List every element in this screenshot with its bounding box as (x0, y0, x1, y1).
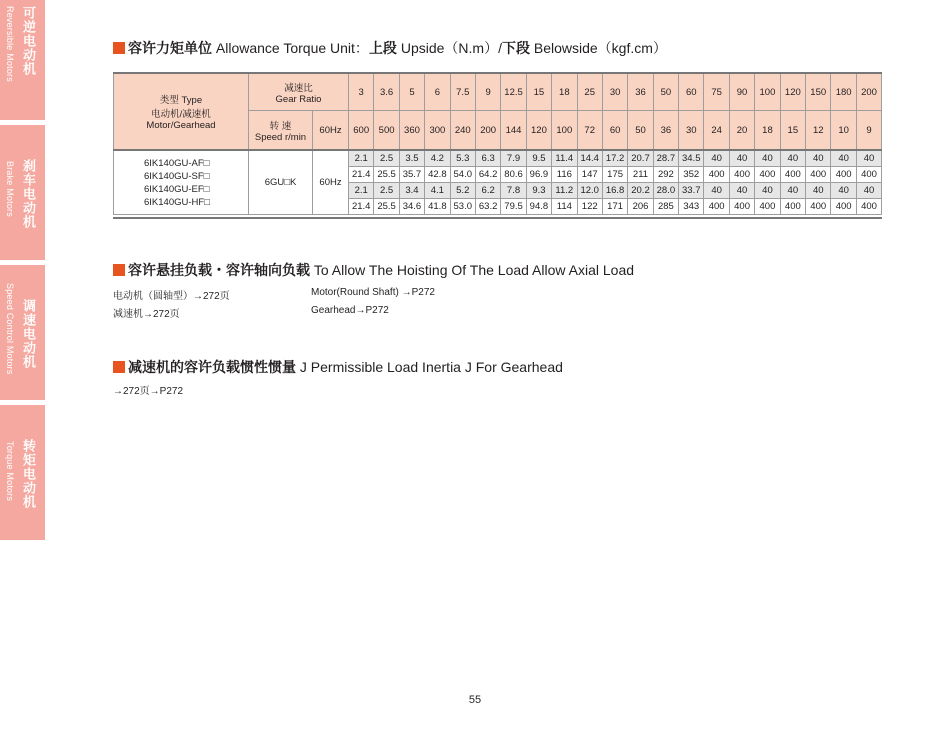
torque-value: 400 (729, 167, 754, 183)
torque-value: 34.5 (679, 150, 704, 167)
gear-ratio-value: 15 (526, 74, 551, 111)
torque-value: 400 (856, 199, 881, 215)
gear-ratio-value: 25 (577, 74, 602, 111)
type-header-cell: 类型 Type 电动机/减速机 Motor/Gearhead (114, 74, 249, 151)
torque-value: 400 (755, 199, 780, 215)
torque-value: 40 (704, 150, 729, 167)
torque-value: 206 (628, 199, 653, 215)
torque-value: 64.2 (475, 167, 500, 183)
torque-value: 17.2 (602, 150, 627, 167)
speed-value: 100 (552, 111, 577, 151)
side-tab-label-zh: 调速电动机 (21, 299, 36, 369)
speed-value: 18 (755, 111, 780, 151)
torque-value: 400 (831, 167, 856, 183)
inertia-reference: →272页→P272 (113, 386, 184, 397)
side-tab-label-en: Brake Motors (5, 161, 15, 217)
side-tab-label-en: Torque Motors (5, 441, 15, 502)
speed-value: 36 (653, 111, 678, 151)
torque-value: 14.4 (577, 150, 602, 167)
section-square-icon (113, 42, 125, 54)
torque-value: 2.1 (349, 150, 374, 167)
gear-ratio-value: 6 (425, 74, 450, 111)
torque-value: 40 (806, 183, 831, 199)
torque-value: 400 (755, 167, 780, 183)
torque-value: 63.2 (475, 199, 500, 215)
torque-value: 94.8 (526, 199, 551, 215)
torque-value: 400 (704, 167, 729, 183)
torque-value: 40 (755, 183, 780, 199)
torque-value: 4.2 (425, 150, 450, 167)
torque-value: 34.6 (399, 199, 424, 215)
gear-ratio-value: 200 (856, 74, 881, 111)
torque-value: 40 (729, 183, 754, 199)
torque-value: 7.8 (501, 183, 526, 199)
torque-value: 40 (729, 150, 754, 167)
torque-value: 2.5 (374, 183, 399, 199)
torque-value: 114 (552, 199, 577, 215)
gear-ratio-value: 90 (729, 74, 754, 111)
torque-value: 35.7 (399, 167, 424, 183)
speed-value: 600 (349, 111, 374, 151)
speed-value: 200 (475, 111, 500, 151)
table-bottom-rule (113, 217, 882, 219)
motor-reference-en: Motor(Round Shaft) →P272 (311, 287, 435, 298)
gearhead-reference-zh: 减速机→272页 (113, 309, 180, 320)
torque-value: 285 (653, 199, 678, 215)
torque-value: 116 (552, 167, 577, 183)
gear-ratio-value: 9 (475, 74, 500, 111)
gearhead-model-cell: 6GU□K (249, 150, 313, 215)
torque-value: 40 (856, 150, 881, 167)
torque-value: 147 (577, 167, 602, 183)
torque-value: 41.8 (425, 199, 450, 215)
torque-value: 21.4 (349, 199, 374, 215)
motor-models-cell (114, 150, 249, 215)
allowance-torque-title: 容许力矩单位 Allowance Torque Unit：上段 Upside（N.m）/下段 Belowside（kgf.cm） (113, 38, 667, 58)
speed-value: 144 (501, 111, 526, 151)
gear-ratio-value: 12.5 (501, 74, 526, 111)
torque-value: 33.7 (679, 183, 704, 199)
torque-value: 175 (602, 167, 627, 183)
gear-ratio-value: 60 (679, 74, 704, 111)
torque-value: 11.2 (552, 183, 577, 199)
torque-value: 16.8 (602, 183, 627, 199)
page-number: 55 (468, 694, 482, 706)
torque-value: 292 (653, 167, 678, 183)
speed-value: 300 (425, 111, 450, 151)
torque-value: 400 (780, 167, 805, 183)
speed-value: 72 (577, 111, 602, 151)
gear-ratio-value: 7.5 (450, 74, 475, 111)
gear-ratio-value: 150 (806, 74, 831, 111)
torque-value: 96.9 (526, 167, 551, 183)
table-row (114, 150, 882, 167)
speed-value: 12 (806, 111, 831, 151)
torque-value: 3.5 (399, 150, 424, 167)
torque-value: 42.8 (425, 167, 450, 183)
torque-value: 53.0 (450, 199, 475, 215)
section-square-icon (113, 264, 125, 276)
torque-value: 6.2 (475, 183, 500, 199)
motor-model: 6IK140GU-HF□ (144, 196, 210, 208)
motor-reference-zh: 电动机（圆轴型）→272页 (113, 291, 230, 302)
gear-ratio-row (114, 74, 882, 111)
torque-value: 21.4 (349, 167, 374, 183)
side-tab-brake-motors (0, 125, 45, 260)
allowance-torque-table (113, 73, 882, 215)
torque-value: 5.3 (450, 150, 475, 167)
torque-value: 400 (806, 167, 831, 183)
torque-value: 40 (856, 183, 881, 199)
speed-value: 10 (831, 111, 856, 151)
speed-value: 50 (628, 111, 653, 151)
torque-value: 400 (856, 167, 881, 183)
torque-value: 54.0 (450, 167, 475, 183)
torque-value: 2.5 (374, 150, 399, 167)
torque-value: 28.0 (653, 183, 678, 199)
torque-value: 352 (679, 167, 704, 183)
torque-value: 25.5 (374, 199, 399, 215)
speed-freq-cell: 60Hz (313, 111, 349, 151)
side-tab-reversible-motors (0, 0, 45, 120)
gear-ratio-label-cell: 减速比 Gear Ratio (249, 74, 349, 111)
side-tab-speed-control-motors (0, 265, 45, 400)
speed-value: 500 (374, 111, 399, 151)
torque-value: 40 (831, 150, 856, 167)
torque-value: 40 (806, 150, 831, 167)
torque-value: 40 (755, 150, 780, 167)
speed-value: 24 (704, 111, 729, 151)
table-top-rule (113, 72, 882, 74)
torque-value: 6.3 (475, 150, 500, 167)
gear-ratio-value: 3.6 (374, 74, 399, 111)
torque-value: 400 (704, 199, 729, 215)
torque-value: 20.7 (628, 150, 653, 167)
torque-value: 40 (831, 183, 856, 199)
torque-value: 79.5 (501, 199, 526, 215)
side-tab-label-en: Speed Control Motors (5, 283, 15, 375)
side-tab-torque-motors (0, 405, 45, 540)
gear-ratio-value: 30 (602, 74, 627, 111)
side-tab-label-zh: 转矩电动机 (21, 439, 36, 509)
gear-ratio-value: 180 (831, 74, 856, 111)
torque-value: 28.7 (653, 150, 678, 167)
torque-value: 5.2 (450, 183, 475, 199)
hoisting-load-title: 容许悬挂负载・容许轴向负载 To Allow The Hoisting Of The Load Allow Axial Load (113, 260, 634, 280)
torque-value: 40 (780, 150, 805, 167)
torque-value: 7.9 (501, 150, 526, 167)
speed-value: 120 (526, 111, 551, 151)
torque-value: 400 (831, 199, 856, 215)
gear-ratio-value: 50 (653, 74, 678, 111)
torque-value: 400 (780, 199, 805, 215)
torque-value: 9.3 (526, 183, 551, 199)
gear-ratio-value: 100 (755, 74, 780, 111)
torque-value: 4.1 (425, 183, 450, 199)
side-tab-label-en: Reversible Motors (5, 6, 15, 82)
section-square-icon (113, 361, 125, 373)
speed-value: 60 (602, 111, 627, 151)
speed-value: 15 (780, 111, 805, 151)
speed-value: 360 (399, 111, 424, 151)
gear-ratio-value: 5 (399, 74, 424, 111)
torque-value: 9.5 (526, 150, 551, 167)
torque-value: 400 (729, 199, 754, 215)
gear-ratio-value: 120 (780, 74, 805, 111)
torque-value: 40 (704, 183, 729, 199)
motor-model: 6IK140GU-EF□ (144, 183, 210, 195)
torque-value: 122 (577, 199, 602, 215)
gear-ratio-value: 3 (349, 74, 374, 111)
torque-value: 40 (780, 183, 805, 199)
gearhead-reference-en: Gearhead→P272 (311, 305, 389, 316)
torque-value: 3.4 (399, 183, 424, 199)
torque-value: 11.4 (552, 150, 577, 167)
torque-value: 400 (806, 199, 831, 215)
torque-value: 12.0 (577, 183, 602, 199)
torque-value: 171 (602, 199, 627, 215)
load-inertia-title: 减速机的容许负载惯性惯量 J Permissible Load Inertia J For Gearhead (113, 357, 563, 377)
gear-ratio-value: 18 (552, 74, 577, 111)
torque-value: 2.1 (349, 183, 374, 199)
torque-value: 25.5 (374, 167, 399, 183)
side-tab-label-zh: 可逆电动机 (21, 6, 36, 76)
motor-model: 6IK140GU-AF□ (144, 157, 210, 169)
torque-value: 211 (628, 167, 653, 183)
torque-value: 20.2 (628, 183, 653, 199)
speed-value: 30 (679, 111, 704, 151)
side-tab-label-zh: 刹车电动机 (21, 159, 36, 229)
gear-ratio-value: 75 (704, 74, 729, 111)
speed-value: 240 (450, 111, 475, 151)
speed-value: 20 (729, 111, 754, 151)
data-freq-cell: 60Hz (313, 150, 349, 215)
gear-ratio-value: 36 (628, 74, 653, 111)
torque-value: 80.6 (501, 167, 526, 183)
motor-model: 6IK140GU-SF□ (144, 170, 210, 182)
speed-value: 9 (856, 111, 881, 151)
speed-label-cell: 转 速 Speed r/min (249, 111, 313, 151)
torque-value: 343 (679, 199, 704, 215)
